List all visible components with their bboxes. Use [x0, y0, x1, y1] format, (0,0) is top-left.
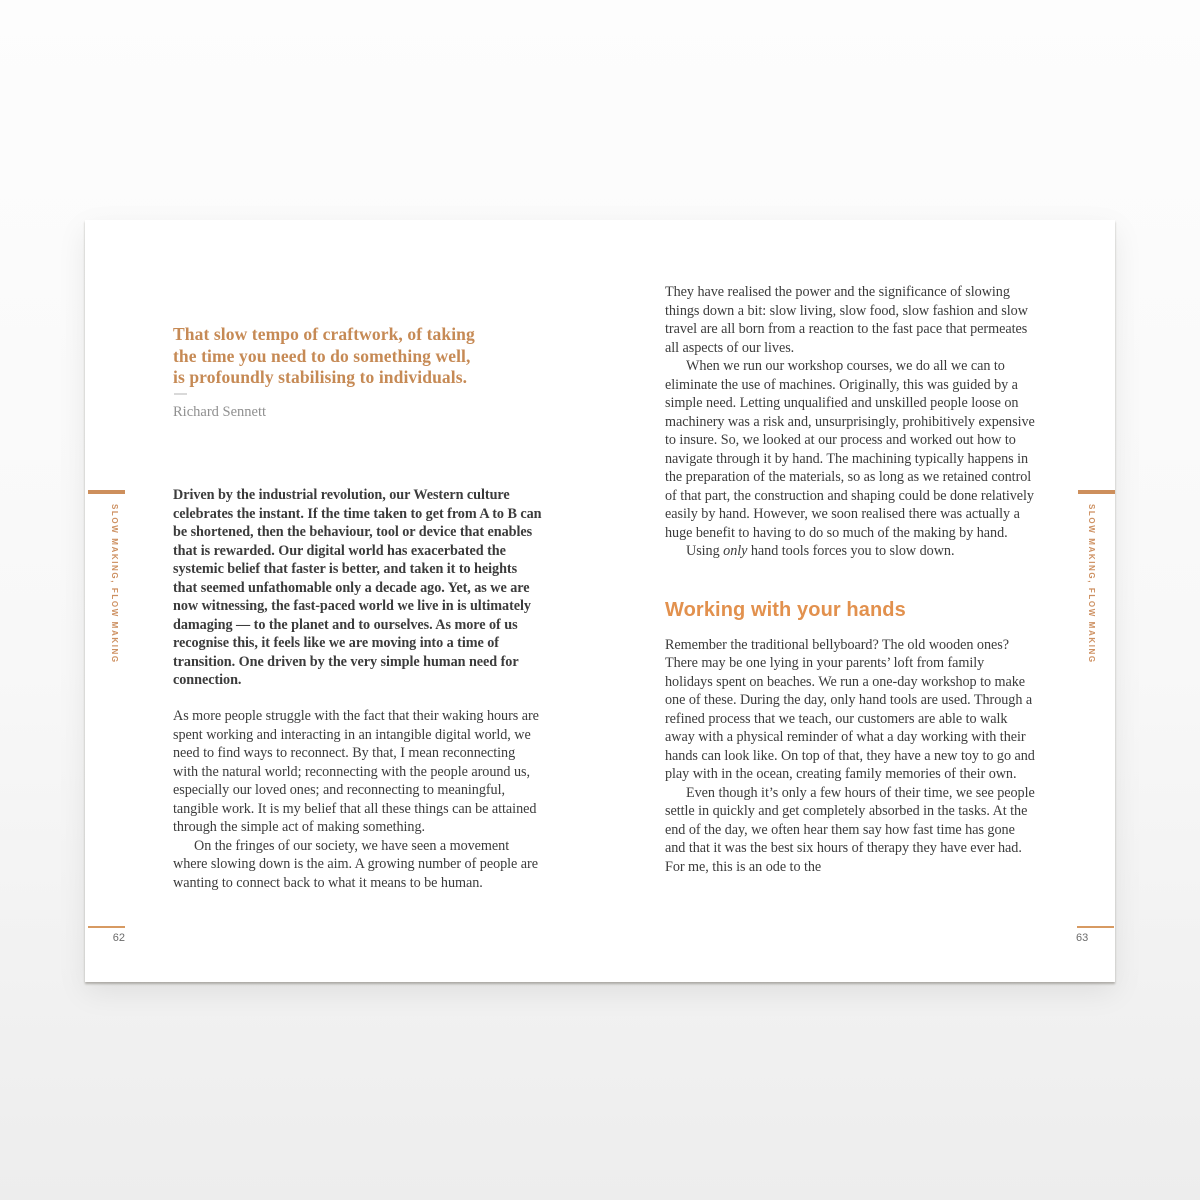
using-only-line — [665, 542, 1035, 561]
running-header-rule-right — [1078, 490, 1115, 494]
paragraph: Remember the traditional bellyboard? The old wooden ones? There may be one lying in your parents’ loft from family holidays spent on beaches. We run a one-day workshop to make one of these. During the day, only hand tools are used. Through a refined process that we teach, our customers are able to walk away with a physical reminder of what a day working with their hands can look like. On top of that, they have a new toy to go and play with in the ocean, creating family memories of their own. — [665, 636, 1035, 782]
body-text-right — [665, 283, 1035, 876]
page-left — [85, 220, 600, 982]
running-header-left: SLOW MAKING, FLOW MAKING — [110, 504, 119, 664]
page-number-left: 62 — [112, 932, 125, 944]
paragraph: Even though it’s only a few hours of their time, we see people settle in quickly and get completely absorbed in the tasks. At the end of the day, we often hear them say how fast time has gone and that it was the best six hours of therapy they have ever had. For me, this is an ode to the — [665, 784, 1035, 875]
book-spread — [85, 220, 1115, 982]
page-right — [600, 220, 1115, 982]
paragraph: When we run our workshop courses, we do all we can to eliminate the use of machines. Originally, this was guided by a simple need. Letting unqualified and unskilled people loose on machinery was a risk and, unsurprisingly, prohibitively expensive to insure. So, we looked at our process and worked out how to navigate through it by hand. The machining typically happens in the preparation of the materials, so as long as we retained control of that part, the construction and shaping could be done relatively easily by hand. However, we soon realised there was actually a huge benefit to having to do so much of the making by hand. — [665, 358, 1035, 541]
running-header-right: SLOW MAKING, FLOW MAKING — [1087, 504, 1096, 664]
paragraph: They have realised the power and the significance of slowing things down a bit: slow living, slow food, slow fashion and slow travel are all born from a reaction to the fast pace that permeates all aspects of our lives. — [665, 284, 1028, 356]
pull-quote-line: That slow tempo of craftwork, of taking — [173, 324, 475, 344]
paragraph: On the fringes of our society, we have seen a movement where slowing down is the aim. A growing number of people are wanting to connect back to what it means to be human. — [173, 837, 538, 891]
folio-rule-left — [88, 926, 125, 928]
pull-quote-line: is profoundly stabilising to individuals. — [173, 367, 468, 387]
body-text-left — [173, 707, 543, 892]
attribution-dash — [174, 393, 187, 395]
using-suffix: hand tools forces you to slow down. — [747, 543, 955, 559]
running-header-rule-left — [88, 490, 125, 494]
section-heading: Working with your hands — [665, 598, 906, 621]
page-number-right: 63 — [1076, 932, 1089, 944]
using-italic: only — [723, 543, 748, 559]
pull-quote-line: the time you need to do something well, — [173, 345, 471, 366]
using-prefix: Using — [686, 543, 724, 559]
quote-attribution: Richard Sennett — [173, 404, 267, 420]
paragraph: As more people struggle with the fact that their waking hours are spent working and interacting in an intangible digital world, we need to find ways to reconnect. By that, I mean reconnecting with the natural world; reconnecting with the people around us, especially our loved ones; and reconnecting to meaningful, tangible work. It is my belief that all these things can be attained through the simple act of making something. — [173, 708, 539, 835]
pull-quote — [173, 324, 475, 389]
lead-paragraph: Driven by the industrial revolution, our Western culture celebrates the instant. If the time taken to get from A to B can be shortened, then the behaviour, tool or device that enables that is rewarded. Our digital world has exacerbated the systemic belief that faster is better, and taken it to heights that seemed unfathomable only a decade ago. Yet, as we are now witnessing, the fast-paced world we live in is ultimately damaging — to the planet and to ourselves. As more of us recognise this, it feels like we are moving into a time of transition. One driven by the very simple human need for connection. — [173, 487, 542, 688]
folio-rule-right — [1077, 926, 1114, 928]
